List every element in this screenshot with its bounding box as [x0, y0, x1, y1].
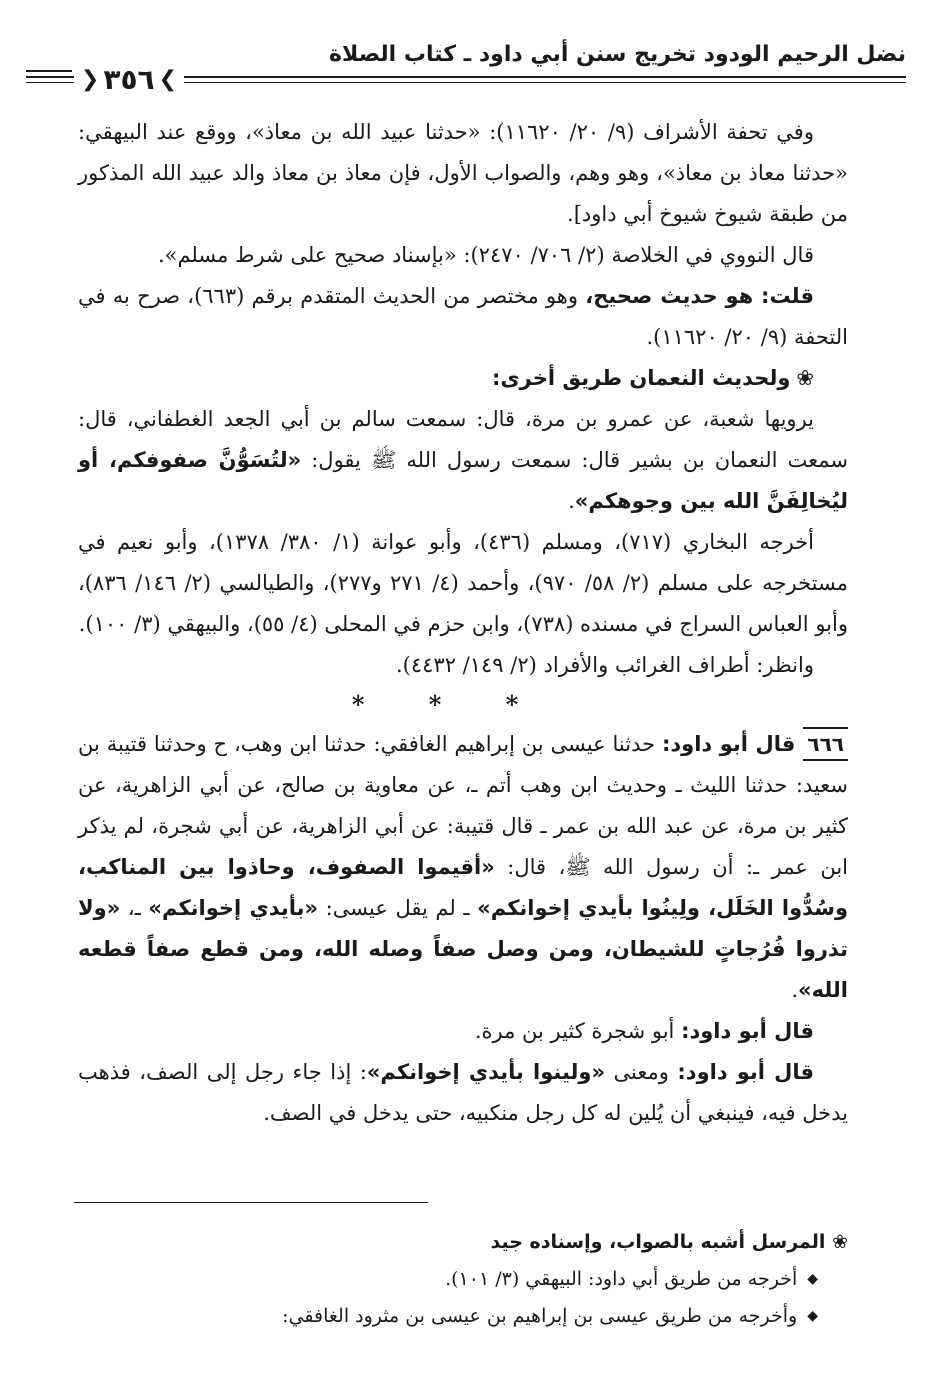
verdict-bold: قلت: هو حديث صحيح، [585, 284, 814, 308]
sub-heading [78, 358, 848, 399]
paragraph-takhrij: أخرجه البخاري (٧١٧)، ومسلم (٤٣٦)، وأبو عوانة (١/ ٣٨٠/ ١٣٧٨)، وأبو نعيم في مستخرجه على مسلم (٢/ ٥٨/ ٩٧٠)، وأحمد (٤/ ٢٧١ و٢٧٧)، والطيالسي (٢/ ١٤٦/ ٨٣٦)، وأبو العباس السراج في مسنده (٧٣٨)، وابن حزم في المحلى (٤/ ٥٥)، والبيهقي (٣/ ١٠٠). [78, 530, 848, 636]
paragraph-nawawi: قال النووي في الخلاصة (٢/ ٧٠٦/ ٢٤٧٠): «بإسناد صحيح على شرط مسلم». [157, 243, 814, 267]
bullet-icon: ◆ [807, 1271, 818, 1287]
abu-dawud-lead-2: قال أبو داود: [677, 1060, 814, 1084]
hadith-end: . [791, 978, 799, 1002]
hadith-note: ـ لم يقل عيسى: [318, 896, 478, 920]
paragraph-abu-shajara [78, 1011, 848, 1052]
abu-shajara-text: أبو شجرة كثير بن مرة. [474, 1019, 682, 1043]
hadith-sep: ـ، [120, 896, 149, 920]
footnote-item-text: أخرجه من طريق أبي داود: البيهقي (٣/ ١٠١). [445, 1268, 798, 1290]
paragraph-see-also: وانظر: أطراف الغرائب والأفراد (٢/ ١٤٩/ ٤٤٣٢). [395, 653, 814, 677]
chevron-right-icon: ❯ [158, 66, 178, 92]
footnote-heading-text: المرسل أشبه بالصواب، وإسناده جيد [490, 1231, 826, 1253]
page-number-badge [74, 60, 184, 98]
footnote-heading [78, 1224, 848, 1261]
paragraph-numan [78, 399, 848, 522]
sub-heading-text: ولحديث النعمان طريق أخرى: [492, 366, 791, 390]
running-title: نضل الرحيم الودود تخريج سنن أبي داود ـ كتاب الصلاة [329, 42, 906, 67]
numan-matn: «لتُسَوُّنَّ صفوفكم، أو ليُخالِفَنَّ الله بين وجوهكم» [78, 448, 848, 513]
hadith-lead: قال أبو داود: [662, 732, 796, 756]
meaning-quote: «ولينوا بأيدي إخوانكم» [366, 1060, 606, 1084]
bullet-icon: ◆ [807, 1308, 818, 1324]
chevron-left-icon: ❮ [80, 66, 100, 92]
meaning-b: : إذا جاء رجل إلى الصف، فذهب يدخل فيه، فينبغي أن يُلين له كل رجل منكبيه، حتى يدخل في الصف. [78, 1060, 848, 1125]
hadith-matn-2: «بأيدي إخوانكم» [148, 896, 319, 920]
footnotes [78, 1224, 848, 1335]
hadith-matn-1: «أقيموا الصفوف، وحاذوا بين المناكب، وسُدُّوا الخَلَل، ولِينُوا بأيدي إخوانكم» [78, 855, 849, 920]
hadith-matn-3: «ولا تذروا فُرُجاتٍ للشيطان، ومن وصل صفاً وصله الله، ومن قطع صفاً قطعه الله» [78, 896, 848, 1002]
numan-end: . [568, 489, 575, 513]
numan-chain: يرويها شعبة، عن عمرو بن مرة، قال: سمعت سالم بن أبي الجعد الغطفاني، قال: سمعت النعمان بن بشير قال: سمعت رسول الله ﷺ يقول: [78, 407, 848, 472]
main-text [78, 112, 848, 1134]
paragraph-meaning [78, 1052, 848, 1134]
header-ornament-lines [26, 70, 72, 82]
footnote-item-text: وأخرجه من طريق عيسى بن إبراهيم بن عيسى بن مثرود الغافقي: [282, 1305, 798, 1327]
flower-icon: ❀ [832, 1231, 848, 1253]
verdict-rest: وهو مختصر من الحديث المتقدم برقم (٦٦٣)، صرح به في التحفة (٩/ ٢٠/ ١١٦٢٠). [78, 284, 848, 349]
hadith-666 [78, 724, 848, 1011]
paragraph-tuhfa: وفي تحفة الأشراف (٩/ ٢٠/ ١١٦٢٠): «حدثنا عبيد الله بن معاذ»، ووقع عند البيهقي: «حدثنا معاذ بن معاذ»، وهو وهم، والصواب الأول، فإن معاذ بن معاذ والد عبيد الله المذكور من طبقة شيوخ شيوخ أبي داود]. [78, 120, 848, 226]
flower-icon: ❀ [796, 366, 814, 390]
page-header [26, 38, 906, 102]
footnote-divider [74, 1202, 428, 1203]
abu-dawud-lead-1: قال أبو داود: [681, 1019, 814, 1043]
page-number: ٣٥٦ [103, 62, 155, 96]
footnote-item [78, 1261, 848, 1298]
meaning-a: ومعنى [605, 1060, 678, 1084]
section-separator: * * * [351, 690, 547, 719]
hadith-chain: حدثنا عيسى بن إبراهيم الغافقي: حدثنا ابن وهب، ح وحدثنا قتيبة بن سعيد: حدثنا الليث ـ وحديث ابن وهب أتم ـ، عن معاوية بن صالح، عن أبي الزاهرية، عن كثير بن مرة، عن عبد الله بن عمر ـ قال قتيبة: عن أبي الزاهرية، عن أبي شجرة، لم يذكر ابن عمر ـ: أن رسول الله ﷺ، قال: [78, 732, 848, 879]
paragraph-verdict [78, 276, 848, 358]
footnote-item [78, 1298, 848, 1335]
hadith-number: ٦٦٦ [803, 727, 848, 761]
